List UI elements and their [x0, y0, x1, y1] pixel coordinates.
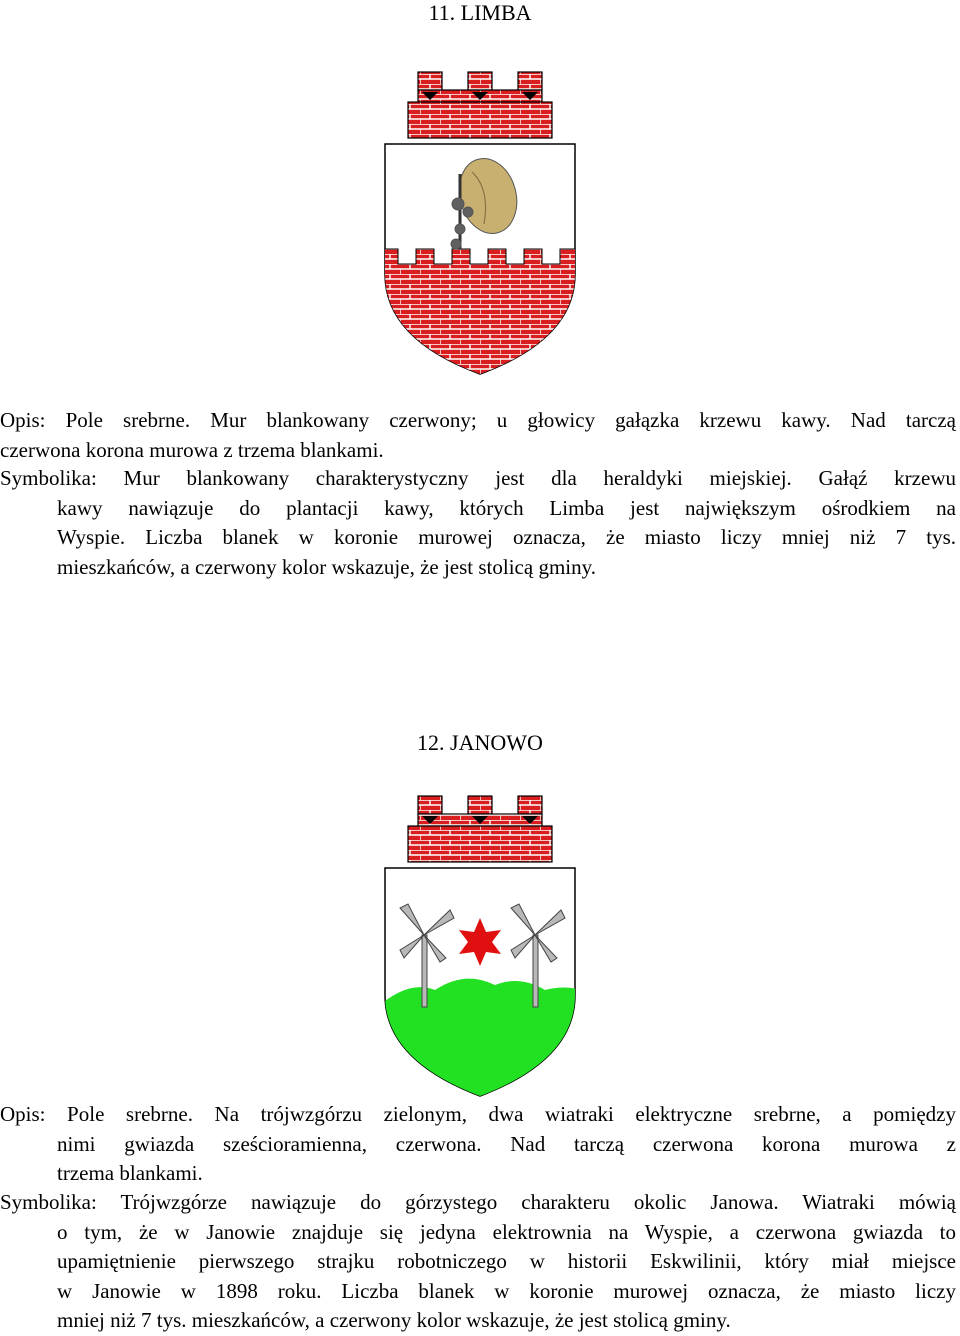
symbolika-limba-first-line: Symbolika: Mur blankowany charakterystyczny jest dla heraldyki miejskiej. Gałąź krzewu [0, 466, 956, 490]
heading-limba: 11. LIMBA [428, 0, 532, 25]
symbolika-limba [0, 464, 956, 582]
symbolika-limba-line: Wyspie. Liczba blanek w koronie murowej oznacza, że miasto liczy mniej niż 7 tys. [57, 525, 956, 549]
opis-janowo-line: nimi gwiazda sześcioramienna, czerwona. Nad tarczą czerwona korona murowa z [57, 1131, 956, 1156]
opis-janowo [0, 1100, 956, 1189]
opis-janowo-line: trzema blankami. [57, 1161, 203, 1185]
symbolika-janowo-first-line: Symbolika: Trójwzgórze nawiązuje do górzystego charakteru okolic Janowa. Wiatraki mówią [0, 1190, 956, 1214]
symbolika-janowo-line: upamiętnienie pierwszego strajku robotniczego w historii Eskwilinii, który miał miejsce [57, 1249, 956, 1273]
symbolika-limba-line: kawy nawiązuje do plantacji kawy, których Limba jest największym ośrodkiem na [57, 495, 956, 520]
coat-of-arms-janowo-icon [380, 790, 580, 1098]
heading-janowo: 12. JANOWO [417, 730, 543, 755]
symbolika-janowo-line: mniej niż 7 tys. mieszkańców, a czerwony kolor wskazuje, że jest stolicą gminy. [57, 1308, 731, 1332]
symbolika-limba-line: mieszkańców, a czerwony kolor wskazuje, że jest stolicą gminy. [57, 554, 597, 579]
opis-janowo-first-line: Opis: Pole srebrne. Na trójwzgórzu zielonym, dwa wiatraki elektryczne srebrne, a pomiędzy [0, 1102, 956, 1126]
coat-of-arms-limba-icon [380, 64, 580, 376]
symbolika-janowo-line: o tym, że w Janowie znajduje się jedyna elektrownia na Wyspie, a czerwona gwiazda to [57, 1219, 956, 1244]
opis-limba [0, 406, 956, 465]
opis-limba-first-line: Opis: Pole srebrne. Mur blankowany czerwony; u głowicy gałązka krzewu kawy. Nad tarczą [0, 408, 956, 432]
opis-limba-rest: czerwona korona murowa z trzema blankami. [0, 437, 384, 462]
symbolika-janowo-line: w Janowie w 1898 roku. Liczba blanek w koronie murowej oznacza, że miasto liczy [57, 1278, 956, 1303]
symbolika-janowo [0, 1188, 956, 1336]
